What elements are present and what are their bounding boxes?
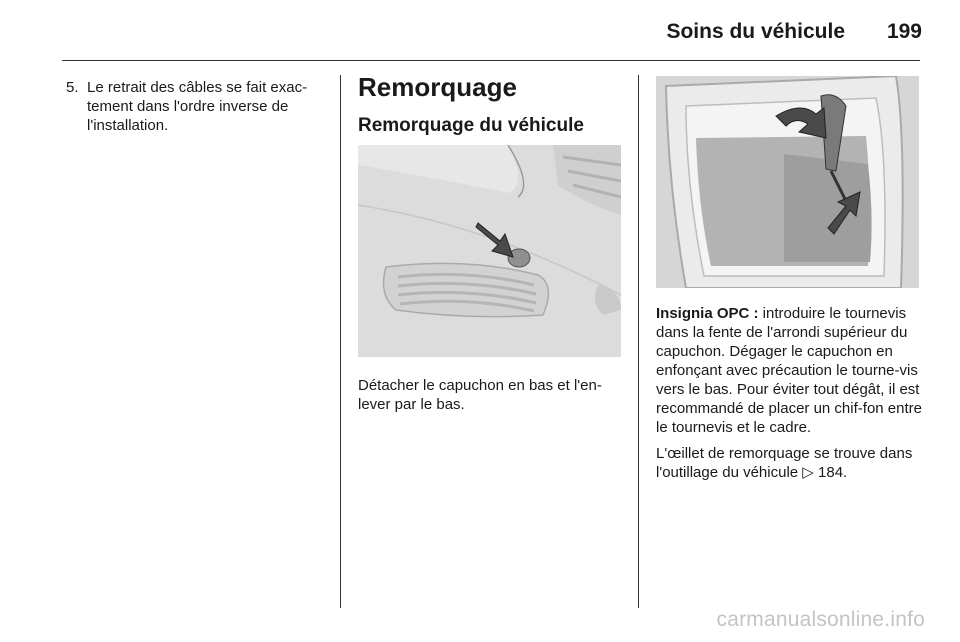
list-item [66, 78, 334, 135]
column-divider-right [638, 75, 639, 608]
text-column-right [656, 304, 924, 489]
section-heading: Remorquage [358, 72, 517, 102]
list-item-text: Le retrait des câbles se fait exac-tement dans l'ordre inverse de l'installation. [87, 79, 308, 134]
arrow-ref-icon: ▷ [802, 464, 814, 481]
towing-eye-note [656, 444, 924, 482]
list-item-number: 5. [66, 79, 79, 96]
opc-instructions [656, 304, 924, 437]
column-divider-left [340, 75, 341, 608]
opc-text: introduire le tournevis dans la fente de l'arrondi supérieur du capuchon. Dégager le capuchon en enfonçant avec précaution le tourne-vis vers le bas. Pour éviter tout dégât, il est recommandé de placer un chif-fon entre le tournevis et le cadre. [656, 305, 922, 436]
page-number: 199 [886, 20, 922, 43]
header-divider [62, 60, 920, 61]
towing-eye-text: L'œillet de remorquage se trouve dans l'outillage du véhicule [656, 445, 913, 481]
watermark: carmanualsonline.info [716, 608, 925, 631]
opc-label: Insignia OPC : [656, 305, 759, 322]
screwdriver-illustration [656, 76, 919, 288]
bumper-illustration [358, 145, 621, 357]
section-subheading: Remorquage du véhicule [358, 115, 584, 136]
page-header-title: Soins du véhicule [666, 20, 845, 43]
figure-caption: Détacher le capuchon en bas et l'en-lever par le bas. [358, 377, 602, 413]
page-reference: 184. [813, 464, 848, 481]
